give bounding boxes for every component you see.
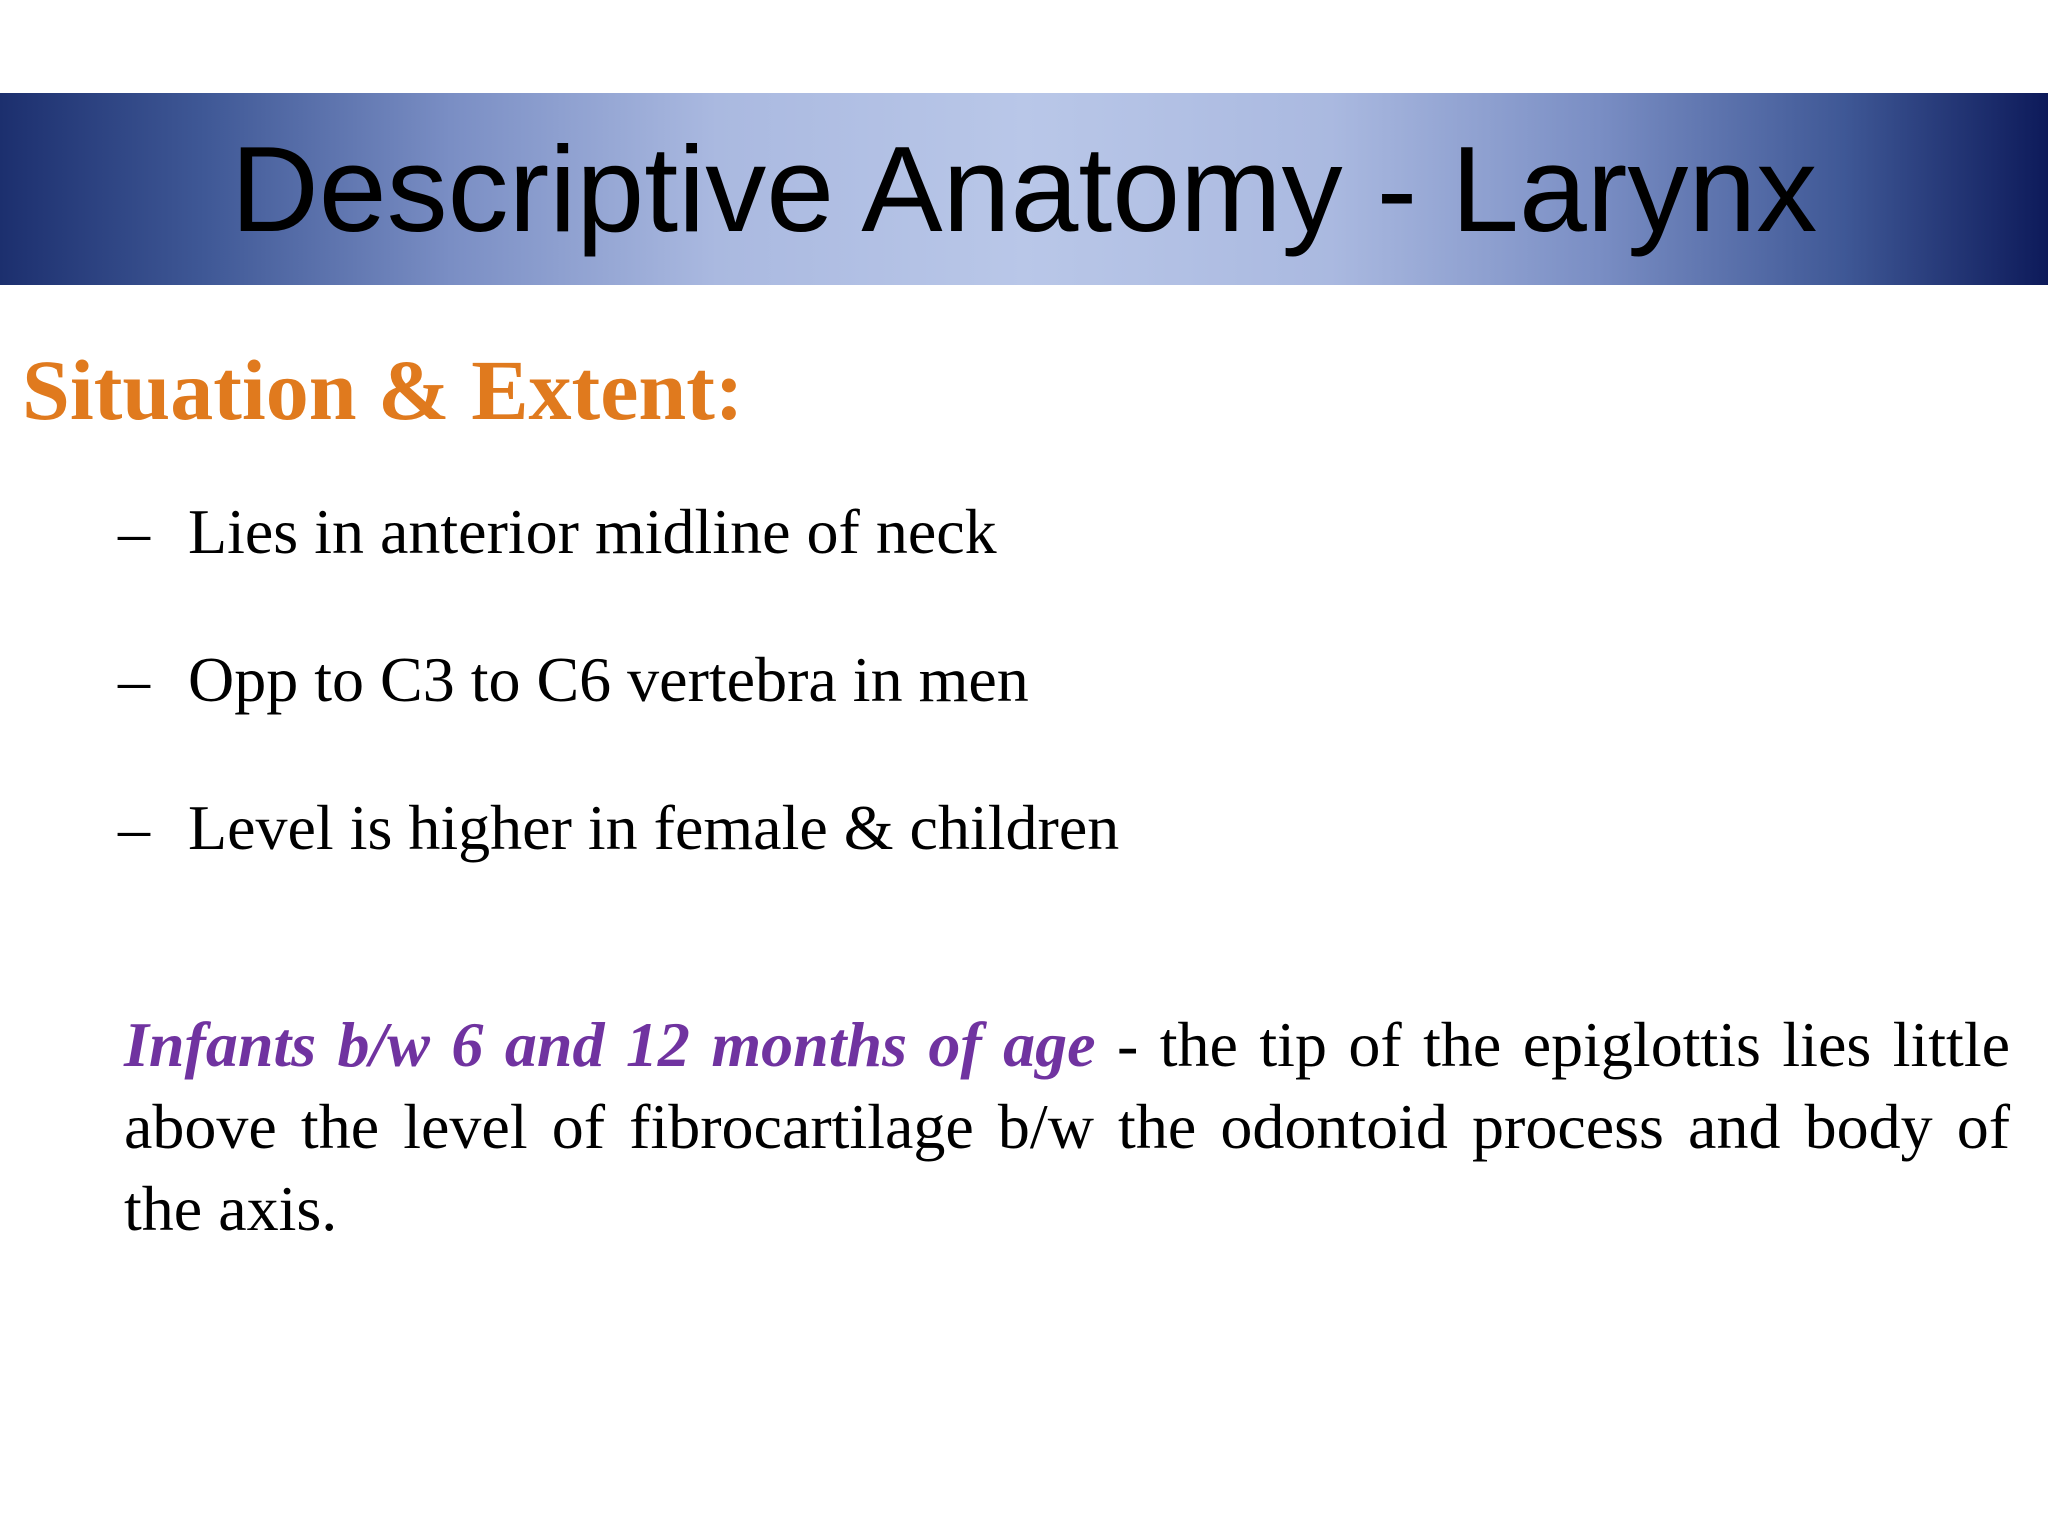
bullet-item xyxy=(118,791,1119,939)
bullet-list xyxy=(118,495,1119,939)
bullet-item xyxy=(118,495,1119,643)
bullet-dash: – xyxy=(118,792,150,863)
bullet-item xyxy=(118,643,1119,791)
bullet-text: Level is higher in female & children xyxy=(188,792,1120,863)
bullet-text: Opp to C3 to C6 vertebra in men xyxy=(188,644,1029,715)
infant-note-text: - the tip of the epiglottis lies little above the level of fibrocartilage b/w the odontoid process and body of the axis. xyxy=(124,1009,2011,1244)
bullet-dash: – xyxy=(118,644,150,715)
slide-title: Descriptive Anatomy - Larynx xyxy=(230,121,1818,257)
bullet-text: Lies in anterior midline of neck xyxy=(188,496,997,567)
section-heading: Situation & Extent: xyxy=(22,342,744,438)
infant-note xyxy=(124,1004,2010,1250)
bullet-dash: – xyxy=(118,496,150,567)
infant-note-emphasis: Infants b/w 6 and 12 months of age xyxy=(124,1009,1096,1080)
